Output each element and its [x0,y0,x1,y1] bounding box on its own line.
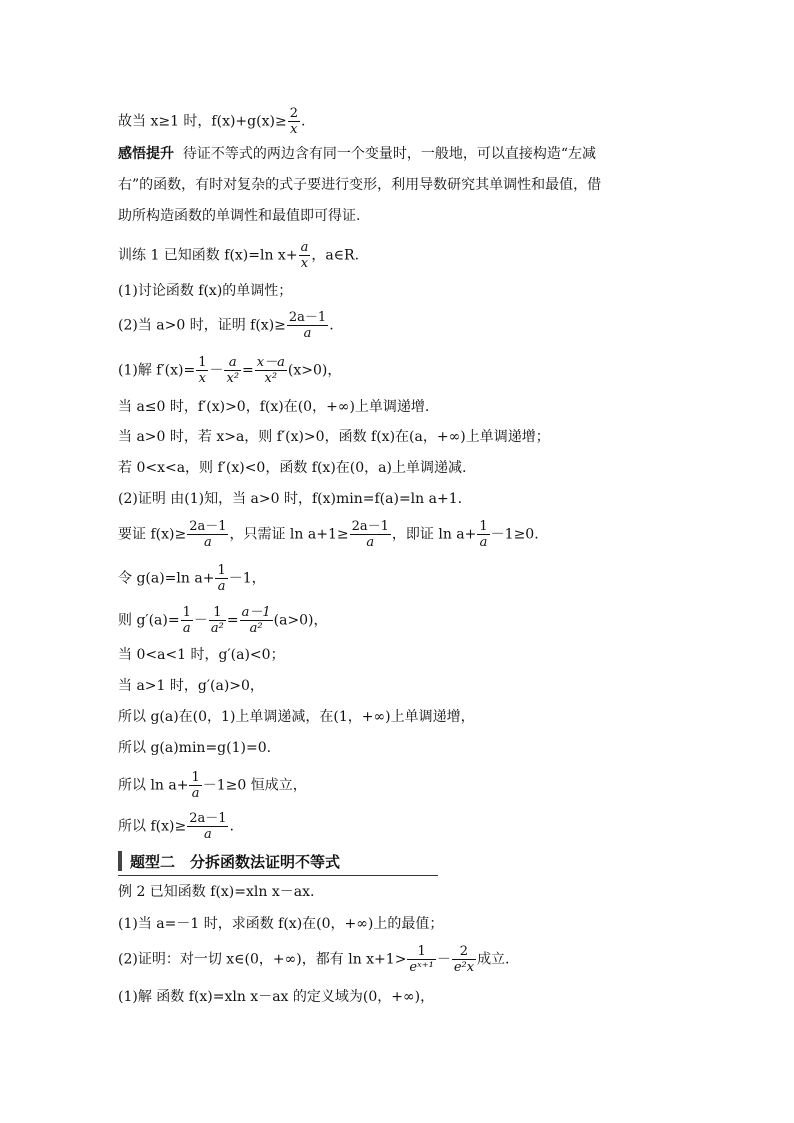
fraction: $\frac{2a-1}{a}$ [189,519,227,550]
fraction: $\frac{2a-1}{a}$ [288,310,327,341]
fraction: $\frac{1}{a}$ [182,605,191,636]
example-2-title: 例 2 已知函数 f(x)=xln x－ax. [118,884,315,900]
solution-line: 当 a>0 时，若 x>a，则 f′(x)>0，函数 f(x)在(a，+∞)上单调递增； [118,429,550,445]
section-marker [118,851,122,871]
solution-1-derivative: (1)解 f′(x)= $\frac{1}{x}$ － $\frac{a}{\text{x²}}$ = $\frac{x-a}{\text{x²}}$ (x>0)， [118,355,342,386]
fraction: $\frac{a-1}{\text{a²}}$ [241,605,271,636]
proof-line: 要证 f(x)≥ $\frac{2a-1}{a}$ ，只需证 ln a+1≥ $\frac{2a-1}{a}$ ，即证 ln a+ $\frac{1}{a}$ －1≥0. [118,519,539,550]
proof-line: 当 a>1 时，g′(a)>0， [118,678,264,694]
proof-conclusion: 所以 f(x)≥ $\frac{2a-1}{a}$ . [118,811,234,842]
question-2: (2)当 a>0 时，证明 f(x)≥ $\frac{2a-1}{a}$ . [118,310,334,341]
fraction: $\frac{1}{a}$ [217,563,226,594]
question-1: (1)讨论函数 f(x)的单调性； [118,283,293,299]
example-2-solution: (1)解 函数 f(x)=xln x－ax 的定义域为(0，+∞)， [118,989,435,1005]
solution-line: 当 a≤0 时，f′(x)>0，f(x)在(0，+∞)上单调递增. [118,399,430,415]
section-title: 题型二 分拆函数法证明不等式 [130,853,341,871]
fraction: $\frac{2}{x}$ [289,106,298,137]
example-2-question-2: (2)证明：对一切 x∈(0，+∞)，都有 ln x+1> $\frac{1}{\text{eˣ⁺¹}}$ － $\frac{2}{\text{e²x}}$ 成立. [118,944,510,975]
fraction: $\frac{1}{\text{eˣ⁺¹}}$ [409,944,434,975]
insight-paragraph-line-2: 右”的函数，有时对复杂的式子要进行变形，利用导数研究其单调性和最值，借 [118,177,602,193]
fraction: $\frac{a}{x}$ [300,240,309,271]
conclusion-line: 故当 x≥1 时，f(x)+g(x)≥ $\frac{2}{x}$ . [118,106,306,137]
example-2-question-1: (1)当 a=－1 时，求函数 f(x)在(0，+∞)上的最值； [118,916,444,932]
proof-line: 所以 g(a)min=g(1)=0. [118,740,272,756]
proof-line: 则 g′(a)= $\frac{1}{a}$ － $\frac{1}{\text{a²}}$ = $\frac{a-1}{\text{a²}}$ (a>0)， [118,605,328,636]
insight-paragraph-line-3: 助所构造函数的单调性和最值即可得证. [118,208,361,224]
proof-line: 当 0<a<1 时，g′(a)<0； [118,647,285,663]
fraction: $\frac{1}{\text{a²}}$ [210,605,224,636]
proof-line: 所以 g(a)在(0，1)上单调递减，在(1，+∞)上单调递增， [118,709,475,725]
fraction: $\frac{2a-1}{a}$ [351,519,389,550]
fraction: $\frac{a}{\text{x²}}$ [226,355,240,386]
fraction: $\frac{1}{x}$ [198,355,207,386]
section-header [118,849,438,876]
insight-paragraph-line-1: 感悟提升 待证不等式的两边含有同一个变量时，一般地，可以直接构造“左减 [118,146,597,162]
fraction: $\frac{x-a}{\text{x²}}$ [256,355,285,386]
fraction: $\frac{2a-1}{a}$ [189,811,227,842]
exercise-1-title: 训练 1 已知函数 f(x)=ln x+ $\frac{a}{x}$ ，a∈R. [118,240,360,271]
proof-line: 令 g(a)=ln a+ $\frac{1}{a}$ －1， [118,563,266,594]
solution-line: 若 0<x<a，则 f′(x)<0，函数 f(x)在(0，a)上单调递减. [118,460,467,476]
proof-line: 所以 ln a+ $\frac{1}{a}$ －1≥0 恒成立， [118,770,307,801]
proof-start-line: (2)证明 由(1)知，当 a>0 时，f(x)min=f(a)=ln a+1. [118,491,463,507]
fraction: $\frac{1}{a}$ [479,519,488,550]
fraction: $\frac{1}{a}$ [191,770,200,801]
fraction: $\frac{2}{\text{e²x}}$ [453,944,475,975]
